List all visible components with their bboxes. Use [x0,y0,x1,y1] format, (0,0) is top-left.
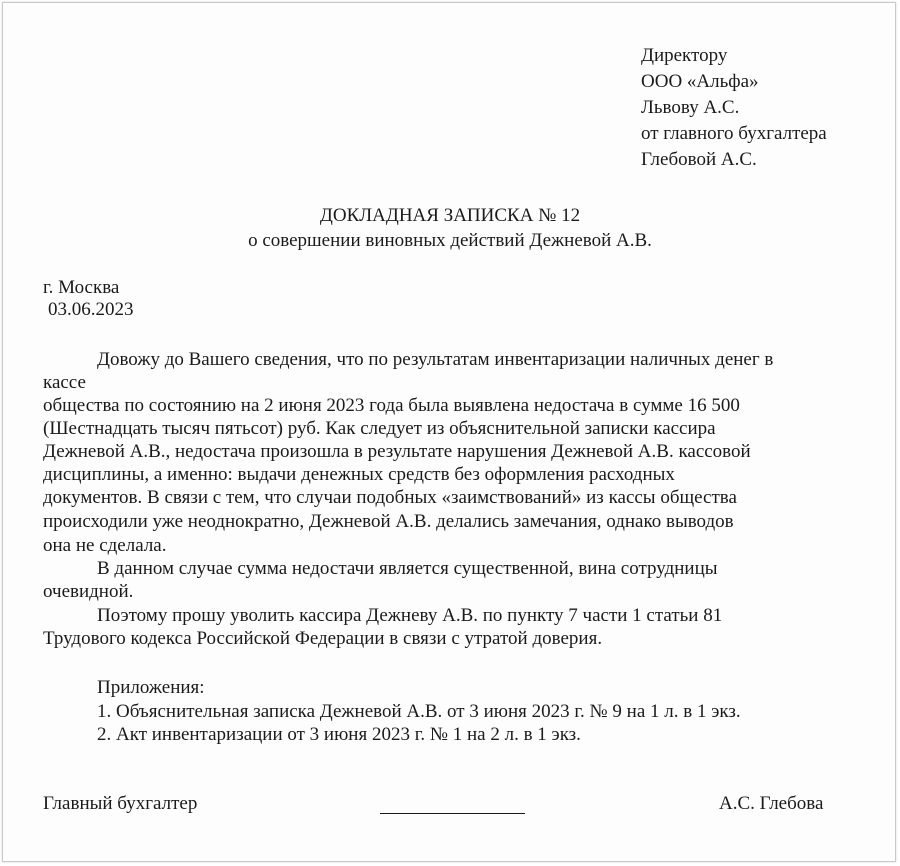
date: 03.06.2023 [48,299,134,320]
document-page [2,2,896,862]
body-line: Поэтому прошу уволить кассира Дежневу А.В. по пункту 7 части 1 статьи 81 [97,605,723,626]
signature-position: Главный бухгалтер [43,793,198,814]
attachment-item: 2. Акт инвентаризации от 3 июня 2023 г. № 1 на 2 л. в 1 экз. [97,724,581,745]
body-line: дисциплины, а именно: выдачи денежных средств без оформления расходных [43,464,675,485]
document-subtitle: о совершении виновных действий Дежневой А.В. [248,230,652,251]
body-line: очевидной. [43,581,134,602]
addressee-line: Львову А.С. [641,97,740,118]
addressee-block [641,43,827,173]
body-line: Довожу до Вашего сведения, что по результатам инвентаризации наличных денег в [97,349,774,370]
addressee-line: ООО «Альфа» [641,71,759,92]
body-line: кассе [43,372,86,393]
body-line: В данном случае сумма недостачи является существенной, вина сотрудницы [97,558,718,579]
body-line: происходили уже неоднократно, Дежневой А.В. делались замечания, однако выводов [43,511,734,532]
body-line: (Шестнадцать тысяч пятьсот) руб. Как следует из объяснительной записки кассира [43,418,716,439]
signature-line [380,813,525,814]
body-line: общества по состоянию на 2 июня 2023 года была выявлена недостача в сумме 16 500 [43,395,740,416]
addressee-line: от главного бухгалтера [641,123,827,144]
body-line: она не сделала. [43,535,167,556]
body-line: Дежневой А.В., недостача произошла в результате нарушения Дежневой А.В. кассовой [43,441,751,462]
attachments-heading: Приложения: [97,677,205,698]
body-line: документов. В связи с тем, что случаи подобных «заимствований» из кассы общества [43,487,737,508]
body-line: Трудового кодекса Российской Федерации в связи с утратой доверия. [43,628,603,649]
addressee-line: Директору [641,45,728,66]
signature-name: А.С. Глебова [719,793,824,814]
attachment-item: 1. Объяснительная записка Дежневой А.В. от 3 июня 2023 г. № 9 на 1 л. в 1 экз. [97,701,741,722]
place: г. Москва [43,277,120,298]
addressee-line: Глебовой А.С. [641,149,757,170]
document-title: ДОКЛАДНАЯ ЗАПИСКА № 12 [319,205,581,226]
